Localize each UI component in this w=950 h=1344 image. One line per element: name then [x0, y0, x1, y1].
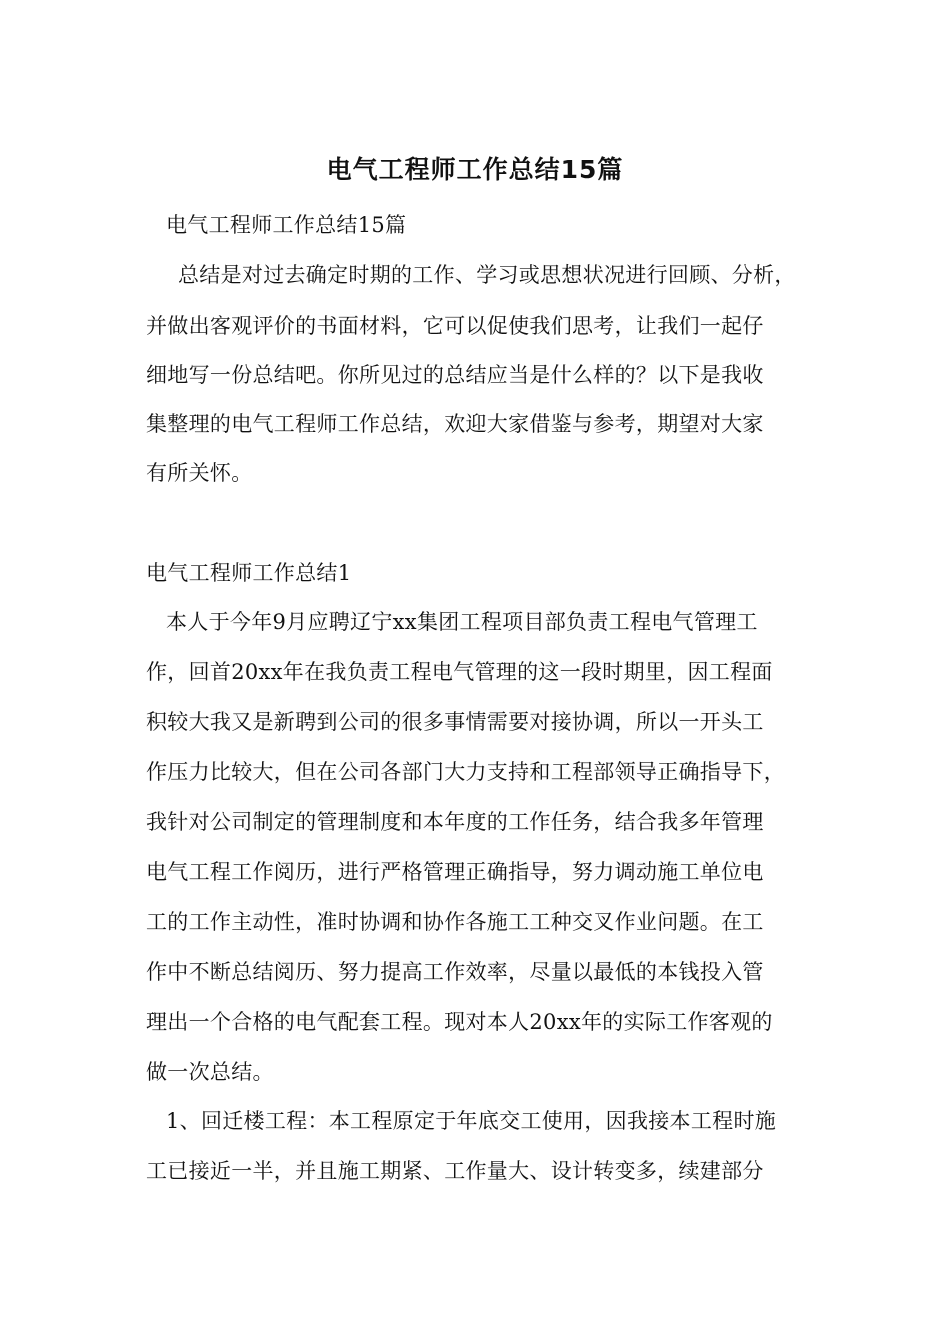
intro-line: 总结是对过去确定时期的工作、学习或思想状况进行回顾、分析， — [178, 263, 796, 287]
item-line: 工已接近一半，并且施工期紧、工作量大、设计转变多，续建部分 — [146, 1159, 764, 1183]
section-line: 理出一个合格的电气配套工程。现对本人20xx年的实际工作客观的 — [146, 1010, 773, 1034]
section-line: 作，回首20xx年在我负责工程电气管理的这一段时期里，因工程面 — [146, 660, 773, 684]
intro-line: 并做出客观评价的书面材料，它可以促使我们思考，让我们一起仔 — [146, 314, 764, 338]
intro-line: 细地写一份总结吧。你所见过的总结应当是什么样的？以下是我收 — [146, 363, 764, 387]
section-line: 本人于今年9月应聘辽宁xx集团工程项目部负责工程电气管理工 — [166, 610, 758, 634]
section-line: 电气工程工作阅历，进行严格管理正确指导，努力调动施工单位电 — [146, 860, 764, 884]
section-line: 我针对公司制定的管理制度和本年度的工作任务，结合我多年管理 — [146, 810, 764, 834]
document-title: 电气工程师工作总结15篇 — [326, 155, 624, 184]
section-line: 作压力比较大，但在公司各部门大力支持和工程部领导正确指导下， — [146, 760, 785, 784]
section-line: 积较大我又是新聘到公司的很多事情需要对接协调，所以一开头工 — [146, 710, 764, 734]
section-heading: 电气工程师工作总结1 — [146, 561, 352, 585]
section-line: 做一次总结。 — [146, 1060, 274, 1084]
document-subtitle: 电气工程师工作总结15篇 — [166, 213, 407, 237]
intro-line: 集整理的电气工程师工作总结，欢迎大家借鉴与参考，期望对大家 — [146, 412, 764, 436]
section-line: 作中不断总结阅历、努力提高工作效率，尽量以最低的本钱投入管 — [146, 960, 764, 984]
intro-line: 有所关怀。 — [146, 461, 253, 485]
section-line: 工的工作主动性，准时协调和协作各施工工种交叉作业问题。在工 — [146, 910, 764, 934]
item-line: 1、回迁楼工程：本工程原定于年底交工使用，因我接本工程时施 — [166, 1109, 777, 1133]
